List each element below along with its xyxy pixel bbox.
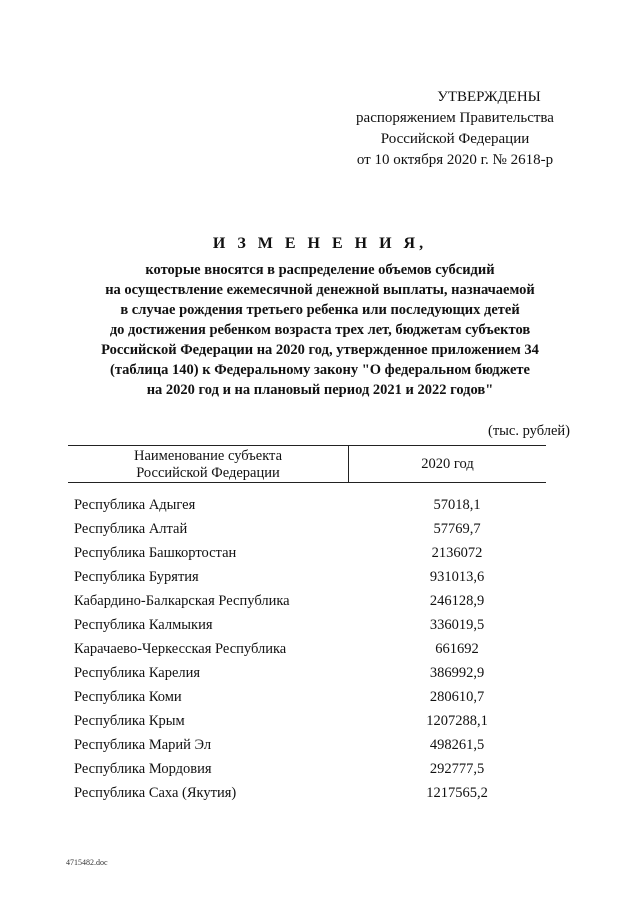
table-row <box>74 737 546 761</box>
table-row <box>74 641 546 665</box>
subject-value: 2136072 <box>431 545 483 561</box>
units-label: (тыс. рублей) <box>488 423 570 439</box>
table-row <box>74 521 546 545</box>
header-subject-line-1: Наименование субъекта <box>133 448 283 464</box>
table-row <box>74 713 546 737</box>
approval-line-3: Российской Федерации <box>380 131 530 147</box>
header-year: 2020 год <box>421 456 474 472</box>
subject-value: 336019,5 <box>429 617 485 633</box>
table-header <box>68 445 546 483</box>
subject-name: Республика Алтай <box>74 521 188 537</box>
subject-name: Республика Марий Эл <box>74 737 212 753</box>
subtitle-line: (таблица 140) к Федеральному закону "О федеральном бюджете <box>110 362 530 378</box>
subject-value: 57769,7 <box>433 521 481 537</box>
subject-name: Республика Бурятия <box>74 569 199 585</box>
header-subject-line-2: Российской Федерации <box>136 465 280 481</box>
subject-name: Республика Башкортостан <box>74 545 237 561</box>
subject-value: 661692 <box>435 641 479 657</box>
table-row <box>74 665 546 689</box>
subject-name: Республика Адыгея <box>74 497 196 513</box>
subtitle-line: на осуществление ежемесячной денежной выплаты, назначаемой <box>105 282 535 298</box>
subject-value: 1217565,2 <box>426 785 488 801</box>
approval-line-2: распоряжением Правительства <box>356 110 554 126</box>
subject-name: Республика Коми <box>74 689 182 705</box>
subtitle-line: на 2020 год и на плановый период 2021 и 2022 годов" <box>146 382 494 398</box>
table-row <box>74 785 546 809</box>
subject-value: 386992,9 <box>429 665 485 681</box>
subject-name: Республика Мордовия <box>74 761 212 777</box>
subject-name: Республика Крым <box>74 713 185 729</box>
table-row <box>74 593 546 617</box>
subject-value: 931013,6 <box>429 569 485 585</box>
subject-name: Кабардино-Балкарская Республика <box>74 593 290 609</box>
approval-block <box>330 87 580 171</box>
header-subject-name <box>68 446 348 482</box>
document-subtitle <box>60 260 580 400</box>
table-body <box>74 497 546 809</box>
table-row <box>74 617 546 641</box>
table-row <box>74 689 546 713</box>
subtitle-line: которые вносятся в распределение объемов субсидий <box>145 262 495 278</box>
subject-name: Республика Карелия <box>74 665 201 681</box>
subtitle-line: до достижения ребенком возраста трех лет, бюджетам субъектов <box>109 322 531 338</box>
approval-line-4: от 10 октября 2020 г. № 2618-р <box>356 152 554 168</box>
subject-name: Республика Калмыкия <box>74 617 213 633</box>
table-row <box>74 761 546 785</box>
subject-value: 1207288,1 <box>426 713 488 729</box>
subject-value: 280610,7 <box>429 689 485 705</box>
table-row <box>74 569 546 593</box>
subject-value: 57018,1 <box>433 497 481 513</box>
subtitle-line: в случае рождения третьего ребенка или последующих детей <box>120 302 520 318</box>
subject-value: 498261,5 <box>429 737 485 753</box>
subtitle-line: Российской Федерации на 2020 год, утвержденное приложением 34 <box>101 342 539 358</box>
subject-value: 246128,9 <box>429 593 485 609</box>
subject-name: Карачаево-Черкесская Республика <box>74 641 287 657</box>
document-id-footer: 4715482.doc <box>66 858 108 867</box>
document-title: И З М Е Н Е Н И Я, <box>212 235 428 252</box>
table-row <box>74 545 546 569</box>
approval-heading: УТВЕРЖДЕНЫ <box>437 89 541 105</box>
table-row <box>74 497 546 521</box>
subject-name: Республика Саха (Якутия) <box>74 785 237 801</box>
subject-value: 292777,5 <box>429 761 485 777</box>
